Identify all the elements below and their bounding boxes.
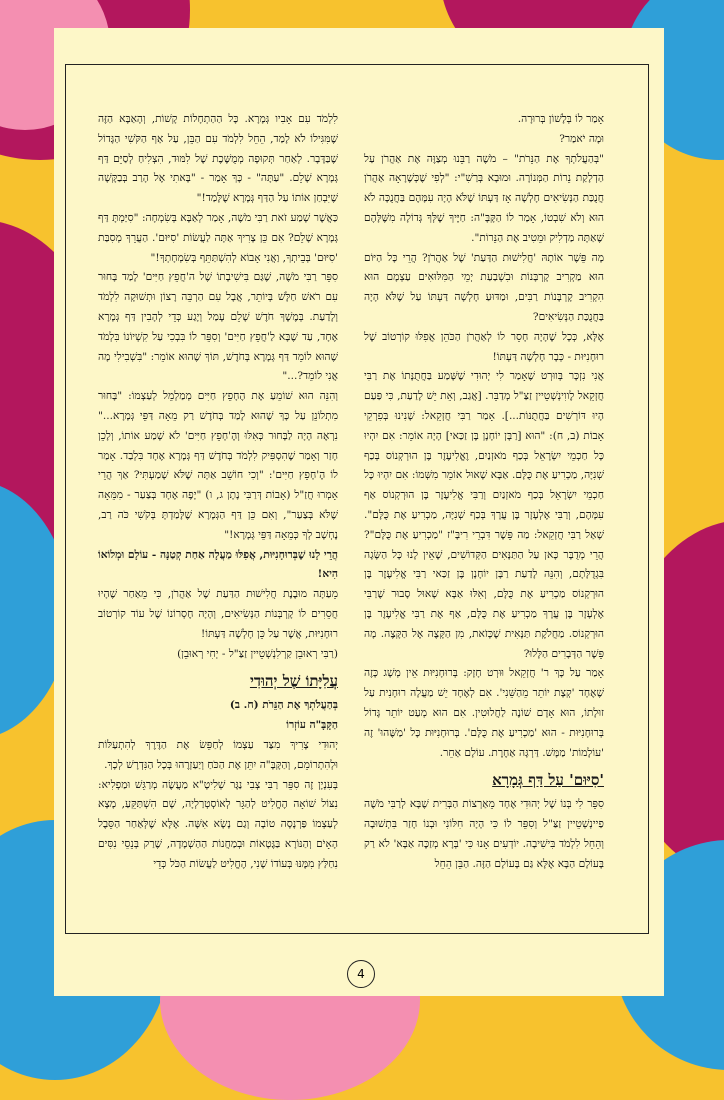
paragraph: בְּעִנְיָן זֶה סִפֵּר רַבִּי צְבִי נַגָּר שְׁלִיטָ"א מַעֲשֶׂה מְרַגֵּשׁ וּמַפְלִיא: נִצּוֹל שׁוֹאָה הֶחֱלִיט לְהַגֵּר לְאוֹסְטְרַלְיָה, שָׁם הִשְׁתַּקֵּעַ, מָצָא לְעַצְמוֹ פַּרְנָסָה טוֹבָה וְגַם נָשָׂא אִשָּׁה. אֶלָּא שֶׁלְּאַחַר הַסֵּבֶל הָאָיֹם וְהַנּוֹרָא בַּגֶּטָאוֹת וּבְמַחֲנוֹת הַהַשְׁמָדָה, שֶׁרַק בְּנֵסֵי נִסִּים נִחַלַּץ מִמֶּנּוּ בְּעוֹדוֹ שָׁנִי, הֶחֱלִיט לַעֲשׂוֹת הַכֹּל כְּדֵי <box>98 778 338 870</box>
page-number: 4 <box>347 960 375 988</box>
emphasis-paragraph: הֲרֵי לָנוּ שֶׁבְּרוּחָנִיּוּת, אֲפִלּוּ מַעֲלָה אַחַת קְטַנָּה - עוֹלָם וּמְלוֹאוֹ הִיא! <box>98 548 338 581</box>
subheading: בְּהַעֲלֹתְךָ אֶת הַנֵּרֹת (ח. ב) <box>229 699 338 712</box>
paragraph: אֲנִי נִזְכָּר בְּווּרְט שֶׁאָמַר לִי יְהוּדִי שֶׁשָּׁמַע בַּחֲתֻנָּתוֹ אֶת רַבִּי חֲזְקֵאל לֶווִינְשְׁטֵיין זַצַּ"ל מְדַבֵּר. [אֲגַב, וְאֵת יֵשׁ לָדַעַת, כִּי פַּעַם הָיוּ דּוֹרְשִׁים בַּחֲתֻנּוֹת...]. אָמַר רַבִּי חֲזְקֵאל: שָׁנִינוּ בְּפִרְקֵי אָבוֹת (ב, ח): "הוּא [רַבָּן יוֹחָנָן בֶּן זַכַּאי] הָיָה אוֹמֵר: אִם יִהְיוּ כָּל חַכְמֵי יִשְׂרָאֵל בְּכַף מֹאזְנַיִם, וֶאֱלִיעֶזֶר בֶּן הוּרְקְנוֹס בְּכַף שְׁנִיָּה, מַכְרִיעַ אֶת כֻּלָּם. אַבָּא שָׁאוּל אוֹמֵר מִשְּׁמוֹ: אִם יִהְיוּ כָּל חַכְמֵי יִשְׂרָאֵל בְּכַף מֹאזְנַיִם וְרַבִּי אֱלִיעֶזֶר בֶּן הוּרְקְנוֹס אַף עִמָּהֶם, וְרַבִּי אֶלְעָזָר בֶּן עֲרָךְ בְּכַף שְׁנִיָּה, מַכְרִיעַ אֶת כֻּלָּם". שָׁאַל רַבִּי חֲזְקֵאל: מַה פֵּשֶׁר דִּבְרֵי רִיבָּ"ז "מַכְרִיעַ אֶת כֻּלָּם"? הֲרֵי מְדֻבָּר כָּאן עַל הַתַּנָּאִים הַקְּדוֹשִׁים, שֶׁאֵין לָנוּ כָּל הַשָּׂגָה בִּגְדֻלָּתָם, וְהִנֵּה לָדַעַת רַבָּן יוֹחָנָן בֶּן זַכַּאי רַבִּי אֱלִיעֶזֶר בֶּן הוּרְקְנוֹס מַכְרִיעַ אֶת כֻּלָּם, וְאִלּוּ אַבָּא שָׁאוּל סָבוּר שֶׁרַבִּי אֶלְעָזָר בֶּן עֲרָךְ מַכְרִיעַ אֶת כֻּלָּם, אַף אֶת רַבִּי אֱלִיעֶזֶר בֶּן הוּרְקְנוֹס. מַחֲלֹקֶת תַּנָּאִית שֶׁכָּזֹאת, מִן הַקָּצֶה אֶל הַקָּצֶה. מָה פֵּשֶׁר הַדְּבָרִים הַלָּלוּ? <box>364 370 604 660</box>
paragraph: מֵעַתָּה מוּבֶנֶת חֲלִישׁוּת הַדַּעַת שֶׁל אַהֲרֹן, כִּי מֵאַחַר שֶׁהָיוּ חֲסֵרִים לוֹ קָרְבְּנוֹת הַנְּשִׂיאִים, וְהָיָה חֶסְרוֹנוֹ שֶׁל עוֹד קוֹרְטוֹב רוּחָנִיּוּת, אֲשֶׁר עַל כֵּן חָלְשָׁה דַּעְתּוֹ! <box>98 588 338 640</box>
section-heading: 'סִיּוּם' עַל דַּף גְּמָרָא <box>492 771 604 790</box>
paragraph: אֶלָּא, כְּכָל שֶׁהָיָה חָסֵר לוֹ לְאַהֲרֹן הַכֹּהֵן אֲפִלּוּ קוֹרְטוֹב שֶׁל רוּחָנִיּוּת - כְּבָר חָלְשָׁה דַּעְתּוֹ! <box>364 330 604 363</box>
subheading: הַקָּבָּ"ה עוֹזְרוֹ <box>286 719 338 732</box>
paragraph: (רַבִּי רְאוּבֵן קַרְלִנְשְׁטֵיין זַצַּ"ל - יְחִי רְאוּבֵן) <box>177 647 338 660</box>
text-column-left <box>98 110 338 910</box>
paragraph: "בְּהַעֲלֹתְךָ אֶת הַנֵּרֹת" – מֹשֶׁה רַבֵּנוּ מְצַוֶּה אֶת אַהֲרֹן עַל הַדְלָקַת נֵרוֹת הַמְּנוֹרָה. וּמוּבָא בְּרַשִׁ"י: "לְפִי שֶׁכְּשֶׁרָאָה אַהֲרֹן חֲנֻכַּת הַנְּשִׂיאִים חָלְשָׁה אָז דַּעְתּוֹ שֶׁלֹּא הָיָה עִמָּהֶם בַּחֲנֻכָּה לֹא הוּא וְלֹא שִׁבְטוֹ, אָמַר לוֹ הַקָּבָּ"ה: חַיֶּיךָ שֶׁלְּךָ גְּדוֹלָה מִשֶּׁלָּהֶם שֶׁאַתָּה מַדְלִיק וּמֵטִיב אֶת הַנֵּרוֹת". <box>364 152 604 244</box>
paragraph: מָה פֵּשֶׁר אוֹתָהּ 'חֲלִישׁוּת הַדַּעַת' שֶׁל אַהֲרֹן? הֲרֵי כָּל הַיּוֹם הוּא מַקְרִיב קָרְבָּנוֹת וּבִשְׁבַעַת יְמֵי הַמִּלּוּאִים עַצְמָם הוּא הִקְרִיב קָרְבָּנוֹת רַבִּים, וּמַדּוּעַ חָלְשָׁה דַּעְתּוֹ עַל שֶׁלֹּא הָיָה בַּחֲנֻכַּת הַנְּשִׂיאִים? <box>364 251 604 323</box>
text-column-right <box>364 110 604 910</box>
section-heading: עֲלִיָּתוֹ שֶׁל יְהוּדִי <box>249 672 338 691</box>
paragraph: אָמַר עַל כָּךְ ר' חֲזְקֵאל וּוּרְט חָזָק: בְּרוּחָנִיּוּת אֵין מְשָׁג כָּזֶה שֶׁאֶחָד 'קְצָת יוֹתֵר מֵהַשֵּׁנִי'. אִם לְאֶחָד יֵשׁ מַעֲלָה רוּחָנִית עַל זוּלָתוֹ, הוּא אָדָם שׁוֹנֶה לַחֲלוּטִין. אִם הוּא מְעַט יוֹתֵר גָּדוֹל בְּרוּחָנִיּוּת - הוּא 'מַכְרִיעַ אֶת כֻּלָּם'. בְּרוּחָנִיּוּת כָּל 'מַשֶּׁהוּ' זֶה 'עוֹלָמוֹת' מַמָּשׁ. דַּרְגָּה אַחֶרֶת. עוֹלָם אַחֵר. <box>364 667 604 759</box>
paragraph: וּמָה יֹאמַר? <box>559 132 604 145</box>
paragraph: כַּאֲשֶׁר שָׁמַע זֹאת רַבִּי מֹשֶׁה, אָמַר לְאַבָּא בְּשִׂמְחָה: "סִיַּמְתָּ דַּף גְּמָרָא שָׁלֵם? אִם כֵּן צָרִיךְ אַתָּה לַעֲשׂוֹת 'סִיּוּם'. הַעֲרֵךְ מְסִבַּת 'סִיּוּם' בְּבֵיתְךָ, וַאֲנִי אָבוֹא לְהִשְׁתַּתֵּף בְּשִׂמְחָתְךָ!" <box>98 211 338 264</box>
paragraph: סִפֵּר לִי בְּנוֹ שֶׁל יְהוּדִי אֶחָד מֵאַרְצוֹת הַבְּרִית שֶׁבָּא לְרַבִּי מֹשֶׁה פַיינְשְׁטֵיין זַצַּ"ל וְסִפֵּר לוֹ כִּי הָיָה חִלּוֹנִי וּבְנוֹ חָזַר בִּתְשׁוּבָה וְהֵחֵל לִלְמֹד בִּישִׁיבָה. יוֹדְעִים אָנוּ כִּי 'בְּרָא מְזַכֶּה אַבָּא' לֹא רַק בָּעוֹלָם הַבָּא אֶלָּא גַּם בָּעוֹלָם הַזֶּה. הַבֵּן הֵחֵל <box>364 798 604 870</box>
paragraph: לִלְמֹד עִם אָבִיו גְּמָרָא. כָּל הַהַתְחָלוֹת קָשׁוֹת, וְהָאַבָּא הַזֶּה שֶׁמִּגִּילוֹ לֹא לָמַד, הֵחֵל לִלְמֹד עִם הַבֵּן, עַל אַף הַקֹּשִׁי הַגָּדוֹל שֶׁבַּדָּבָר. לְאַחַר תְּקוּפָה מְמֻשֶּׁכֶת שֶׁל לִמּוּד, הִצְלִיחַ לְסַיֵּם דַּף גְּמָרָא שָׁלֵם. "עַתָּה" - כָּךְ אָמַר - "בָּאתִי אֶל הָרַב בְּבַקָּשָׁה שֶׁיִּבְחַן אוֹתוֹ עַל הַדַּף גְּמָרָא שֶׁלָּמַד!" <box>98 113 338 205</box>
paragraph: יְהוּדִי צָרִיךְ מִצַּד עַצְמוֹ לְחַפֵּשׂ אֶת הַדֶּרֶךְ לְהִתְעַלּוֹת וּלְהִתְרוֹמֵם, וְהַקָּבָּ"ה יִתֵּן אֶת הַכֹּחַ וְיַעַזְרֶהוּ בְּכָל הַנִּדְרָשׁ לְכָךְ. <box>98 738 338 771</box>
paragraph: וְהִנֵּה הוּא שׁוֹמֵעַ אֶת הֶחָפֵץ חַיִּים מְמַלְמֵל לְעַצְמוֹ: "בָּחוּר מִתְלוֹנֵן עַל כָּךְ שֶׁהוּא לָמַד בְּחֹדֶשׁ רַק מֵאָה דַּפֵּי גְּמָרָא..." נִרְאֶה הָיָה לַבָּחוּר כְּאִלּוּ וְהֶ'חָפֵץ חַיִּים' לֹא שָׁמַע אוֹתוֹ, וְלָכֵן חָזַר וְאָמַר שֶׁהִסְפִּיק לִלְמֹד בְּחֹדֶשׁ דַּף גְּמָרָא אֶחָד בִּלְבַד. אָמַר לוֹ הֶ'חָפֵץ חַיִּים': "וְכִי חוֹשֵׁב אַתָּה שֶׁלֹּא שָׁמַעְתִּי? אַךְ הֲרֵי אָמְרוּ חֲזַ"ל (אָבוֹת דְּרַבִּי נָתָן ג, ו) "יָפֶה אֶחָד בְּצַעַר - מִמֵּאָה שֶׁלֹּא בְּצַעַר", וְאִם כֵּן דַּף הַגְּמָרָא שֶׁלָּמַדְתָּ בְּקֹשִׁי כֹּה רַב, נֶחְשָׁב לְךָ כְּמֵאָה דַּפֵּי גְּמָרָא!" <box>98 390 338 541</box>
paragraph: אָמַר לוֹ בְּלָשׁוֹן בְּרוּרָה. <box>517 113 604 125</box>
paragraph: סִפֵּר רַבִּי מֹשֶׁה, שֶׁגַּם בִּישִׁיבָתוֹ שֶׁל ה'חֲפֵץ חַיִּים' לָמַד בָּחוּר עִם רֹאשׁ חַלָּשׁ בְּיוֹתֵר, אֲבָל עִם הַרְבֵּה רָצוֹן וּתְשׁוּקָה לִלְמֹד וְלָדַעַת. בְּמֶשֶׁךְ חֹדֶשׁ שָׁלֵם עָמַל וְיָגַע כְּדֵי לְהָבִין דַּף גְּמָרָא אֶחָד, עַד שֶׁבָּא לַ'חֲפֵץ חַיִּים' וְסִפֵּר לוֹ בִּבְכִי עַל קִשְׁיוֹנוֹ בִּלְמֹד שֶׁהוּא לוֹמֵד דַּף גְּמָרָא בְּחֹדֶשׁ, תּוֹךְ שֶׁהוּא אוֹמֵר: "בִּשְׁבִילִי מָה אֲנִי לוֹמֵד?..." <box>98 271 338 383</box>
